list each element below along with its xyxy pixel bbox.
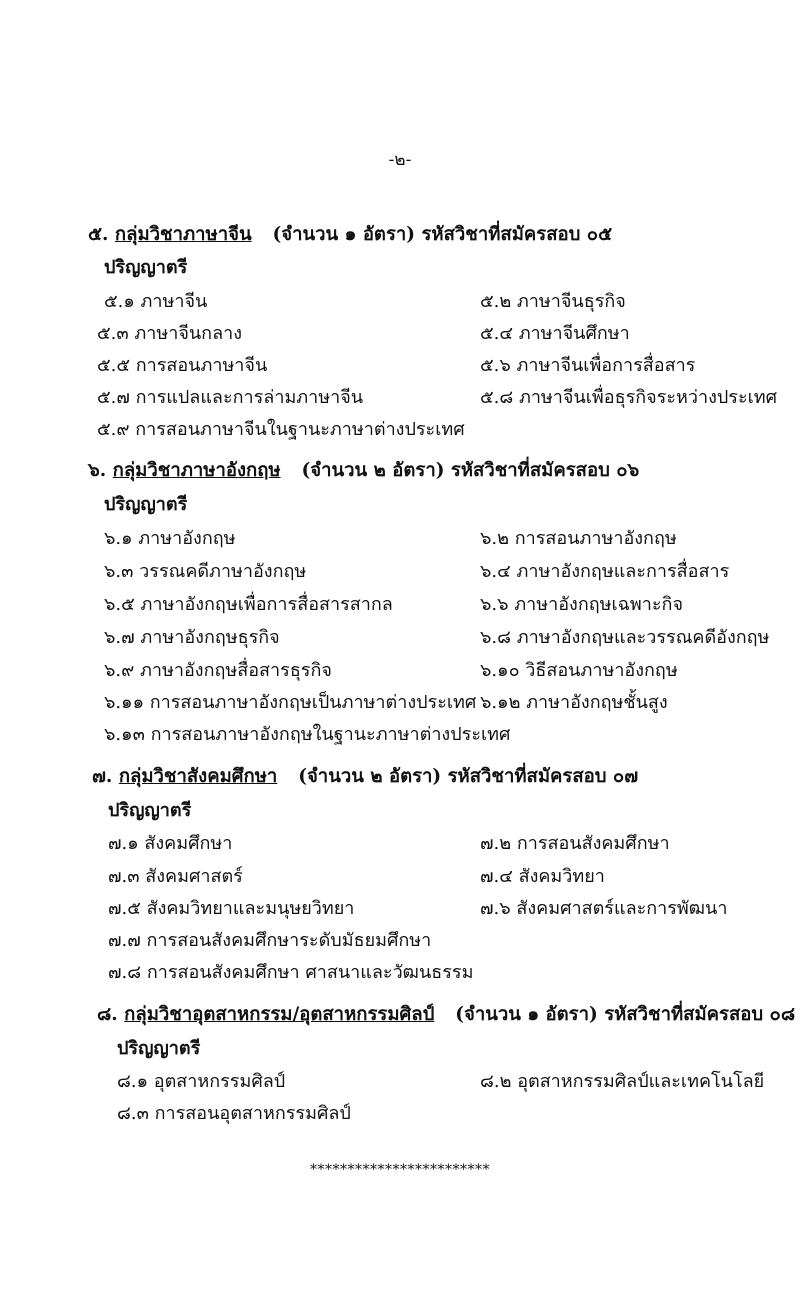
page-number: -๒- [388, 150, 412, 170]
end-of-document-marker: ************************ [310, 1162, 490, 1178]
section-5-item: ๕.๕ การสอนภาษาจีน [97, 355, 268, 376]
section-7-item: ๗.๗ การสอนสังคมศึกษาระดับมัธยมศึกษา [108, 930, 432, 951]
section-8-detail: (จำนวน ๑ อัตรา) รหัสวิชาที่สมัครสอบ ๐๘ [455, 1004, 796, 1025]
section-5-item: ๕.๘ ภาษาจีนเพื่อธุรกิจระหว่างประเทศ [480, 387, 778, 408]
section-7-item: ๗.๘ การสอนสังคมศึกษา ศาสนาและวัฒนธรรม [108, 962, 474, 983]
section-6-title: กลุ่มวิชาภาษาอังกฤษ [112, 460, 281, 481]
section-6-number: ๖. [88, 460, 107, 481]
section-5-number: ๕. [88, 224, 109, 245]
section-5-item: ๕.๓ ภาษาจีนกลาง [97, 323, 242, 344]
section-7-degree: ปริญญาตรี [108, 800, 192, 821]
section-6-item: ๖.๑๒ ภาษาอังกฤษชั้นสูง [480, 692, 668, 713]
section-8-heading [97, 1000, 795, 1029]
section-5-title: กลุ่มวิชาภาษาจีน [114, 224, 252, 245]
section-5-item: ๕.๖ ภาษาจีนเพื่อการสื่อสาร [480, 355, 696, 376]
section-7-item: ๗.๑ สังคมศึกษา [108, 833, 233, 854]
section-8-item: ๘.๒ อุตสาหกรรมศิลป์และเทคโนโลยี [480, 1071, 765, 1092]
section-7-item: ๗.๓ สังคมศาสตร์ [108, 866, 243, 887]
section-6-item: ๖.๑๑ การสอนภาษาอังกฤษเป็นภาษาต่างประเทศ [104, 692, 477, 713]
section-8-item: ๘.๑ อุตสาหกรรมศิลป์ [117, 1071, 286, 1092]
section-8-item: ๘.๓ การสอนอุตสาหกรรมศิลป์ [117, 1103, 351, 1124]
section-5-item: ๕.๔ ภาษาจีนศึกษา [480, 323, 630, 344]
section-8-degree: ปริญญาตรี [117, 1038, 201, 1059]
section-6-detail: (จำนวน ๒ อัตรา) รหัสวิชาที่สมัครสอบ ๐๖ [301, 460, 640, 481]
section-6-item: ๖.๙ ภาษาอังกฤษสื่อสารธุรกิจ [104, 660, 332, 681]
section-7-item: ๗.๔ สังคมวิทยา [480, 866, 605, 887]
section-5-degree: ปริญญาตรี [104, 257, 188, 278]
section-6-item: ๖.๒ การสอนภาษาอังกฤษ [480, 528, 677, 549]
section-7-detail: (จำนวน ๒ อัตรา) รหัสวิชาที่สมัครสอบ ๐๗ [298, 766, 639, 787]
section-6-item: ๖.๗ ภาษาอังกฤษธุรกิจ [104, 627, 280, 648]
section-7-item: ๗.๕ สังคมวิทยาและมนุษยวิทยา [108, 898, 355, 919]
section-6-degree: ปริญญาตรี [104, 494, 188, 515]
section-7-heading [92, 762, 638, 791]
section-7-number: ๗. [92, 766, 113, 787]
section-5-item: ๕.๗ การแปลและการล่ามภาษาจีน [97, 387, 364, 408]
section-5-item: ๕.๑ ภาษาจีน [104, 291, 208, 312]
section-6-item: ๖.๘ ภาษาอังกฤษและวรรณคดีอังกฤษ [480, 627, 770, 648]
section-5-heading [88, 220, 612, 249]
section-6-item: ๖.๖ ภาษาอังกฤษเฉพาะกิจ [480, 594, 684, 615]
section-5-item: ๕.๙ การสอนภาษาจีนในฐานะภาษาต่างประเทศ [97, 419, 465, 440]
section-6-item: ๖.๔ ภาษาอังกฤษและการสื่อสาร [480, 561, 730, 582]
section-6-item: ๖.๕ ภาษาอังกฤษเพื่อการสื่อสารสากล [104, 594, 393, 615]
section-6-item: ๖.๑๓ การสอนภาษาอังกฤษในฐานะภาษาต่างประเทศ [104, 724, 511, 745]
section-5-detail: (จำนวน ๑ อัตรา) รหัสวิชาที่สมัครสอบ ๐๕ [272, 224, 613, 245]
section-6-item: ๖.๑๐ วิธีสอนภาษาอังกฤษ [480, 660, 678, 681]
section-8-number: ๘. [97, 1004, 118, 1025]
section-7-item: ๗.๒ การสอนสังคมศึกษา [480, 833, 670, 854]
section-7-title: กลุ่มวิชาสังคมศึกษา [118, 766, 278, 787]
section-5-item: ๕.๒ ภาษาจีนธุรกิจ [480, 291, 626, 312]
section-6-heading [88, 456, 639, 485]
section-7-item: ๗.๖ สังคมศาสตร์และการพัฒนา [480, 898, 728, 919]
section-6-item: ๖.๓ วรรณคดีภาษาอังกฤษ [104, 561, 307, 582]
section-6-item: ๖.๑ ภาษาอังกฤษ [104, 528, 236, 549]
section-8-title: กลุ่มวิชาอุตสาหกรรม/อุตสาหกรรมศิลป์ [124, 1004, 435, 1025]
